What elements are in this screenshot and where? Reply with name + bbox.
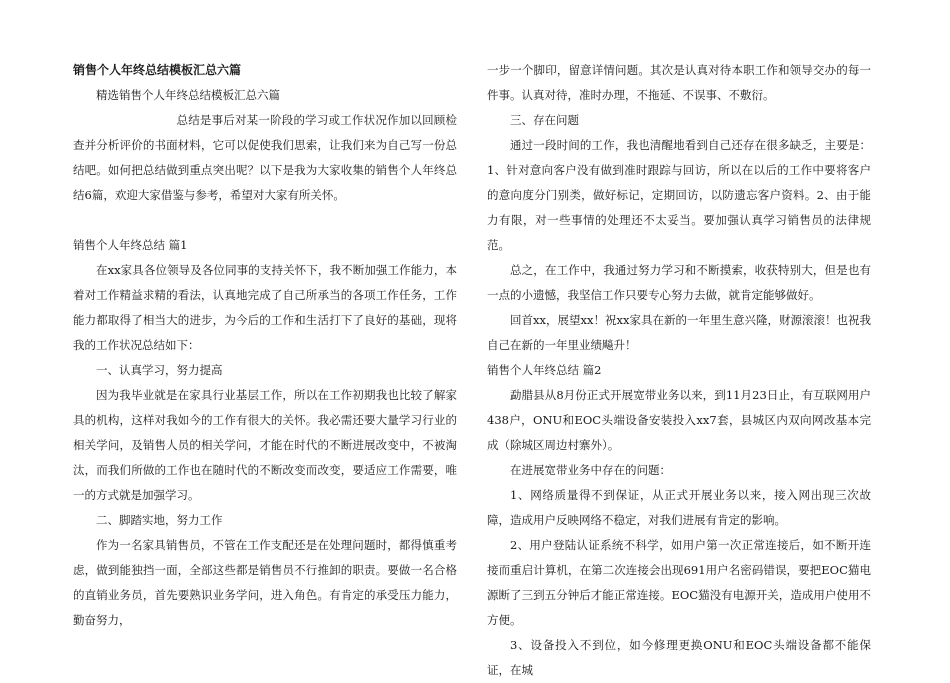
subheading-work: 二、脚踏实地，努力工作	[96, 513, 223, 527]
subheading-problems: 三、存在问题	[510, 113, 579, 127]
body-paragraph: 因为我毕业就是在家具行业基层工作，所以在工作初期我也比较了解家具的机构，这样对我如今的工作有很大的关怀。我必需还要大量学习行业的相关学问，及销售人员的相关学问，才能在时代的不断进展改变中，不被淘汰，而我们所做的工作也在随时代的不断改变而改变，要适应工作需要，唯一的方式就是加强学习。	[73, 388, 457, 502]
subheading-study: 一、认真学习，努力提高	[96, 363, 223, 377]
body-paragraph: 通过一段时间的工作，我也清醒地看到自己还存在很多缺乏，主要是：1、针对意向客户没有做到准时跟踪与回访，所以在以后的工作中要将客户的意向度分门别类，做好标记，定期回访，以防遗忘客户资料。2、由于能力有限，对一些事情的处理还不太妥当。要加强认真学习销售员的法律规范。	[487, 138, 871, 252]
list-item: 2、用户登陆认证系统不科学，如用户第一次正常连接后，如不断开连接而重启计算机，在第二次连接会出现691用户名密码错误，要把EOC猫电源断了三到五分钟后才能正常连接。EOC猫没有电源开关，造成用户使用不方便。	[487, 538, 871, 627]
intro-paragraph: 总结是事后对某一阶段的学习或工作状况作加以回顾检查并分析评价的书面材料，它可以促使我们思索，让我们来为自己写一份总结吧。如何把总结做到重点突出呢？以下是我为大家收集的销售个人年终总结6篇，欢迎大家借鉴与参考，希望对大家有所关怀。	[73, 113, 457, 202]
right-column	[487, 58, 871, 683]
section-heading-2: 销售个人年终总结 篇2	[487, 363, 602, 377]
list-item: 3、设备投入不到位，如今修理更换ONU和EOC头端设备都不能保证，在城	[487, 638, 871, 677]
body-paragraph: 在进展宽带业务中存在的问题：	[510, 463, 671, 477]
body-paragraph: 作为一名家具销售员，不管在工作支配还是在处理问题时，都得慎重考虑，做到能独挡一面，全部这些都是销售员不行推卸的职责。要做一名合格的直销业务员，首先要熟识业务学问，进入角色。有肯定的承受压力能力，勤奋努力，	[73, 538, 457, 627]
list-item: 1、网络质量得不到保证，从正式开展业务以来，接入网出现三次故障，造成用户反映网络不稳定，对我们进展有肯定的影响。	[487, 488, 871, 527]
body-paragraph-continued: 一步一个脚印，留意详情问题。其次是认真对待本职工作和领导交办的每一件事。认真对待，准时办理，不拖延、不误事、不敷衍。	[487, 63, 871, 102]
section-heading-1: 销售个人年终总结 篇1	[73, 238, 188, 252]
body-paragraph: 回首xx，展望xx！祝xx家具在新的一年里生意兴隆，财源滚滚！也祝我自己在新的一年里业绩飚升！	[487, 313, 871, 352]
left-column	[73, 58, 457, 633]
body-paragraph: 在xx家具各位领导及各位同事的支持关怀下，我不断加强工作能力，本着对工作精益求精的看法，认真地完成了自己所承当的各项工作任务，工作能力都取得了相当大的进步，为今后的工作和生活打下了良好的基础，现将我的工作状况总结如下：	[73, 263, 457, 352]
subtitle-paragraph: 精选销售个人年终总结模板汇总六篇	[96, 88, 280, 102]
document-title: 销售个人年终总结模板汇总六篇	[73, 63, 242, 77]
body-paragraph: 勐腊县从8月份正式开展宽带业务以来，到11月23日止，有互联网用户438户，ONU和EOC头端设备安装投入xx7套，县城区内双向网改基本完成（除城区周边村寨外）。	[487, 388, 871, 452]
body-paragraph: 总之，在工作中，我通过努力学习和不断摸索，收获特别大，但是也有一点的小遗憾，我坚信工作只要专心努力去做，就肯定能够做好。	[487, 263, 871, 302]
spacer	[73, 208, 457, 233]
